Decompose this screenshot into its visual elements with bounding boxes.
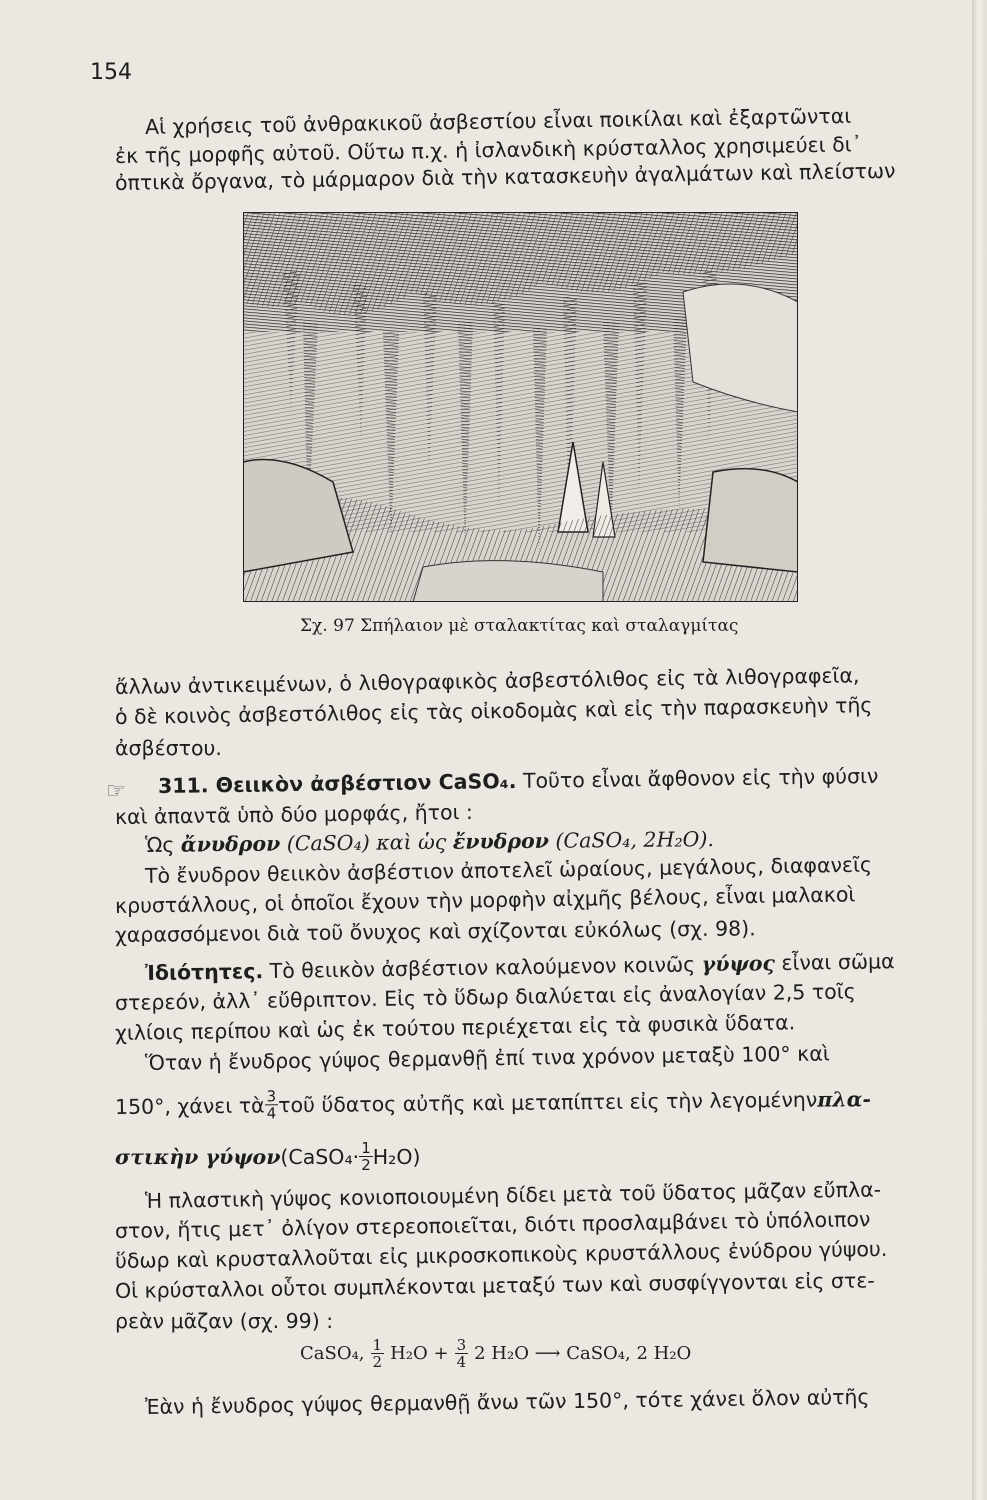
text-line: ἐκ τῆς μορφῆς αὐτοῦ. Οὕτω π.χ. ἡ ἰσλανδικὴ κρύσταλλος χρησιμεύει δι᾽ [114,132,863,168]
text-line: ὕδωρ καὶ κρυσταλλοῦται εἰς μικροσκοπικοὺς κρυστάλλους ἐνύδρου γύψου. [114,1236,888,1273]
chemical-equation: CaSO₄, $\frac{1}{2}$ H₂O + $\frac{3}{4}$ 2 H₂O ⟶ CaSO₄, 2 H₂O [300,1336,692,1371]
text-line: καὶ ἀπαντᾶ ὑπὸ δύο μορφάς, ἤτοι : [114,800,474,829]
text-line: Οἱ κρύσταλλοι οὗτοι συμπλέκονται μεταξύ των καὶ συσφίγγονται εἰς στε- [114,1268,875,1303]
fraction-three-quarters: $\frac{3}{4}$ [266,1087,277,1123]
forms-line: Ὡς ἄνυδρον (CaSO₄) καὶ ὡς ἔνυδρον (CaSO₄, 2H₂O). [144,827,715,857]
text-line: Ἡ πλαστικὴ γύψος κονιοποιουμένη δίδει μετὰ τοῦ ὕδατος μᾶζαν εὔπλα- [144,1177,882,1213]
text-line: ἄλλων ἀντικειμένων, ὁ λιθογραφικὸς ἀσβεστόλιθος εἰς τὰ λιθογραφεῖα, [114,663,860,699]
text-line: Τὸ ἔνυδρον θειικὸν ἀσβέστιον ἀποτελεῖ ὡραίους, μεγάλους, διαφανεῖς [144,852,873,888]
section-heading: 311. Θειικὸν ἀσβέστιον CaSO₄. [157,768,517,798]
fraction-line: 150°, χάνει τὰ $\frac{3}{4}$ τοῦ ὕδατος αὐτῆς καὶ μεταπίπτει εἰς τὴν λεγομένην πλα- [114,1086,872,1123]
text-line: χαρασσόμενοι διὰ τοῦ ὄνυχος καὶ σχίζονται εὐκόλως (σχ. 98). [114,916,756,947]
properties-heading: Ἰδιότητες. [144,959,264,985]
text-line: ρεὰν μᾶζαν (σχ. 99) : [115,1309,334,1333]
text-line: κρυστάλλους, οἱ ὁποῖοι ἔχουν τὴν μορφὴν αἰχμῆς βέλους, εἶναι μαλακοὶ [114,882,856,918]
page-number: 154 [90,60,132,85]
text-line: στον, ἥτις μετ᾽ ὀλίγον στερεοποιεῖται, διότι προσλαμβάνει τὸ ὑπόλοιπον [114,1207,871,1243]
plaster-line: στικὴν γύψον (CaSO₄· $\frac{1}{2}$ H₂O) [115,1139,421,1174]
text-line: Ἐὰν ἡ ἔνυδρος γύψος θερμανθῇ ἄνω τῶν 150°, τότε χάνει ὅλον αὐτῆς [144,1384,870,1419]
figure-caption: Σχ. 97 Σπήλαιον μὲ σταλακτίτας καὶ σταλαγμίτας [300,616,739,636]
text-line: Ὅταν ἡ ἔνυδρος γύψος θερμανθῇ ἐπί τινα χρόνον μεταξὺ 100° καὶ [144,1041,830,1075]
text-line: Αἱ χρήσεις τοῦ ἀνθρακικοῦ ἀσβεστίου εἶναι ποικίλαι καὶ ἐξαρτῶνται [144,103,852,139]
fraction-one-half: $\frac{1}{2}$ [361,1139,371,1174]
section-311-line: 311. Θειικὸν ἀσβέστιον CaSO₄. Τοῦτο εἶναι ἄφθονον εἰς τὴν φύσιν [157,763,879,798]
text-line: στερεόν, ἀλλ᾽ εὔθριπτον. Εἰς τὸ ὕδωρ διαλύεται εἰς ἀναλογίαν 2,5 τοῖς [114,979,856,1015]
properties-line: Ἰδιότητες. Τὸ θειικὸν ἀσβέστιον καλούμενον κοινῶς γύψος εἶναι σῶμα [144,949,895,985]
page-edge [972,0,987,1500]
text-line: ὀπτικὰ ὄργανα, τὸ μάρμαρον διὰ τὴν κατασκευὴν ἀγαλμάτων καὶ πλείστων [114,158,896,195]
pointing-hand-icon: ☞ [106,779,126,804]
text-line: ἀσβέστου. [115,736,222,760]
text-line: ὁ δὲ κοινὸς ἀσβεστόλιθος εἰς τὰς οἰκοδομὰς καὶ εἰς τὴν παρασκευὴν τῆς [114,693,873,729]
text-line: χιλίοις περίπου καὶ ὡς ἐκ τούτου περιέχεται εἰς τὰ φυσικὰ ὕδατα. [114,1010,796,1045]
cave-illustration [243,212,798,602]
